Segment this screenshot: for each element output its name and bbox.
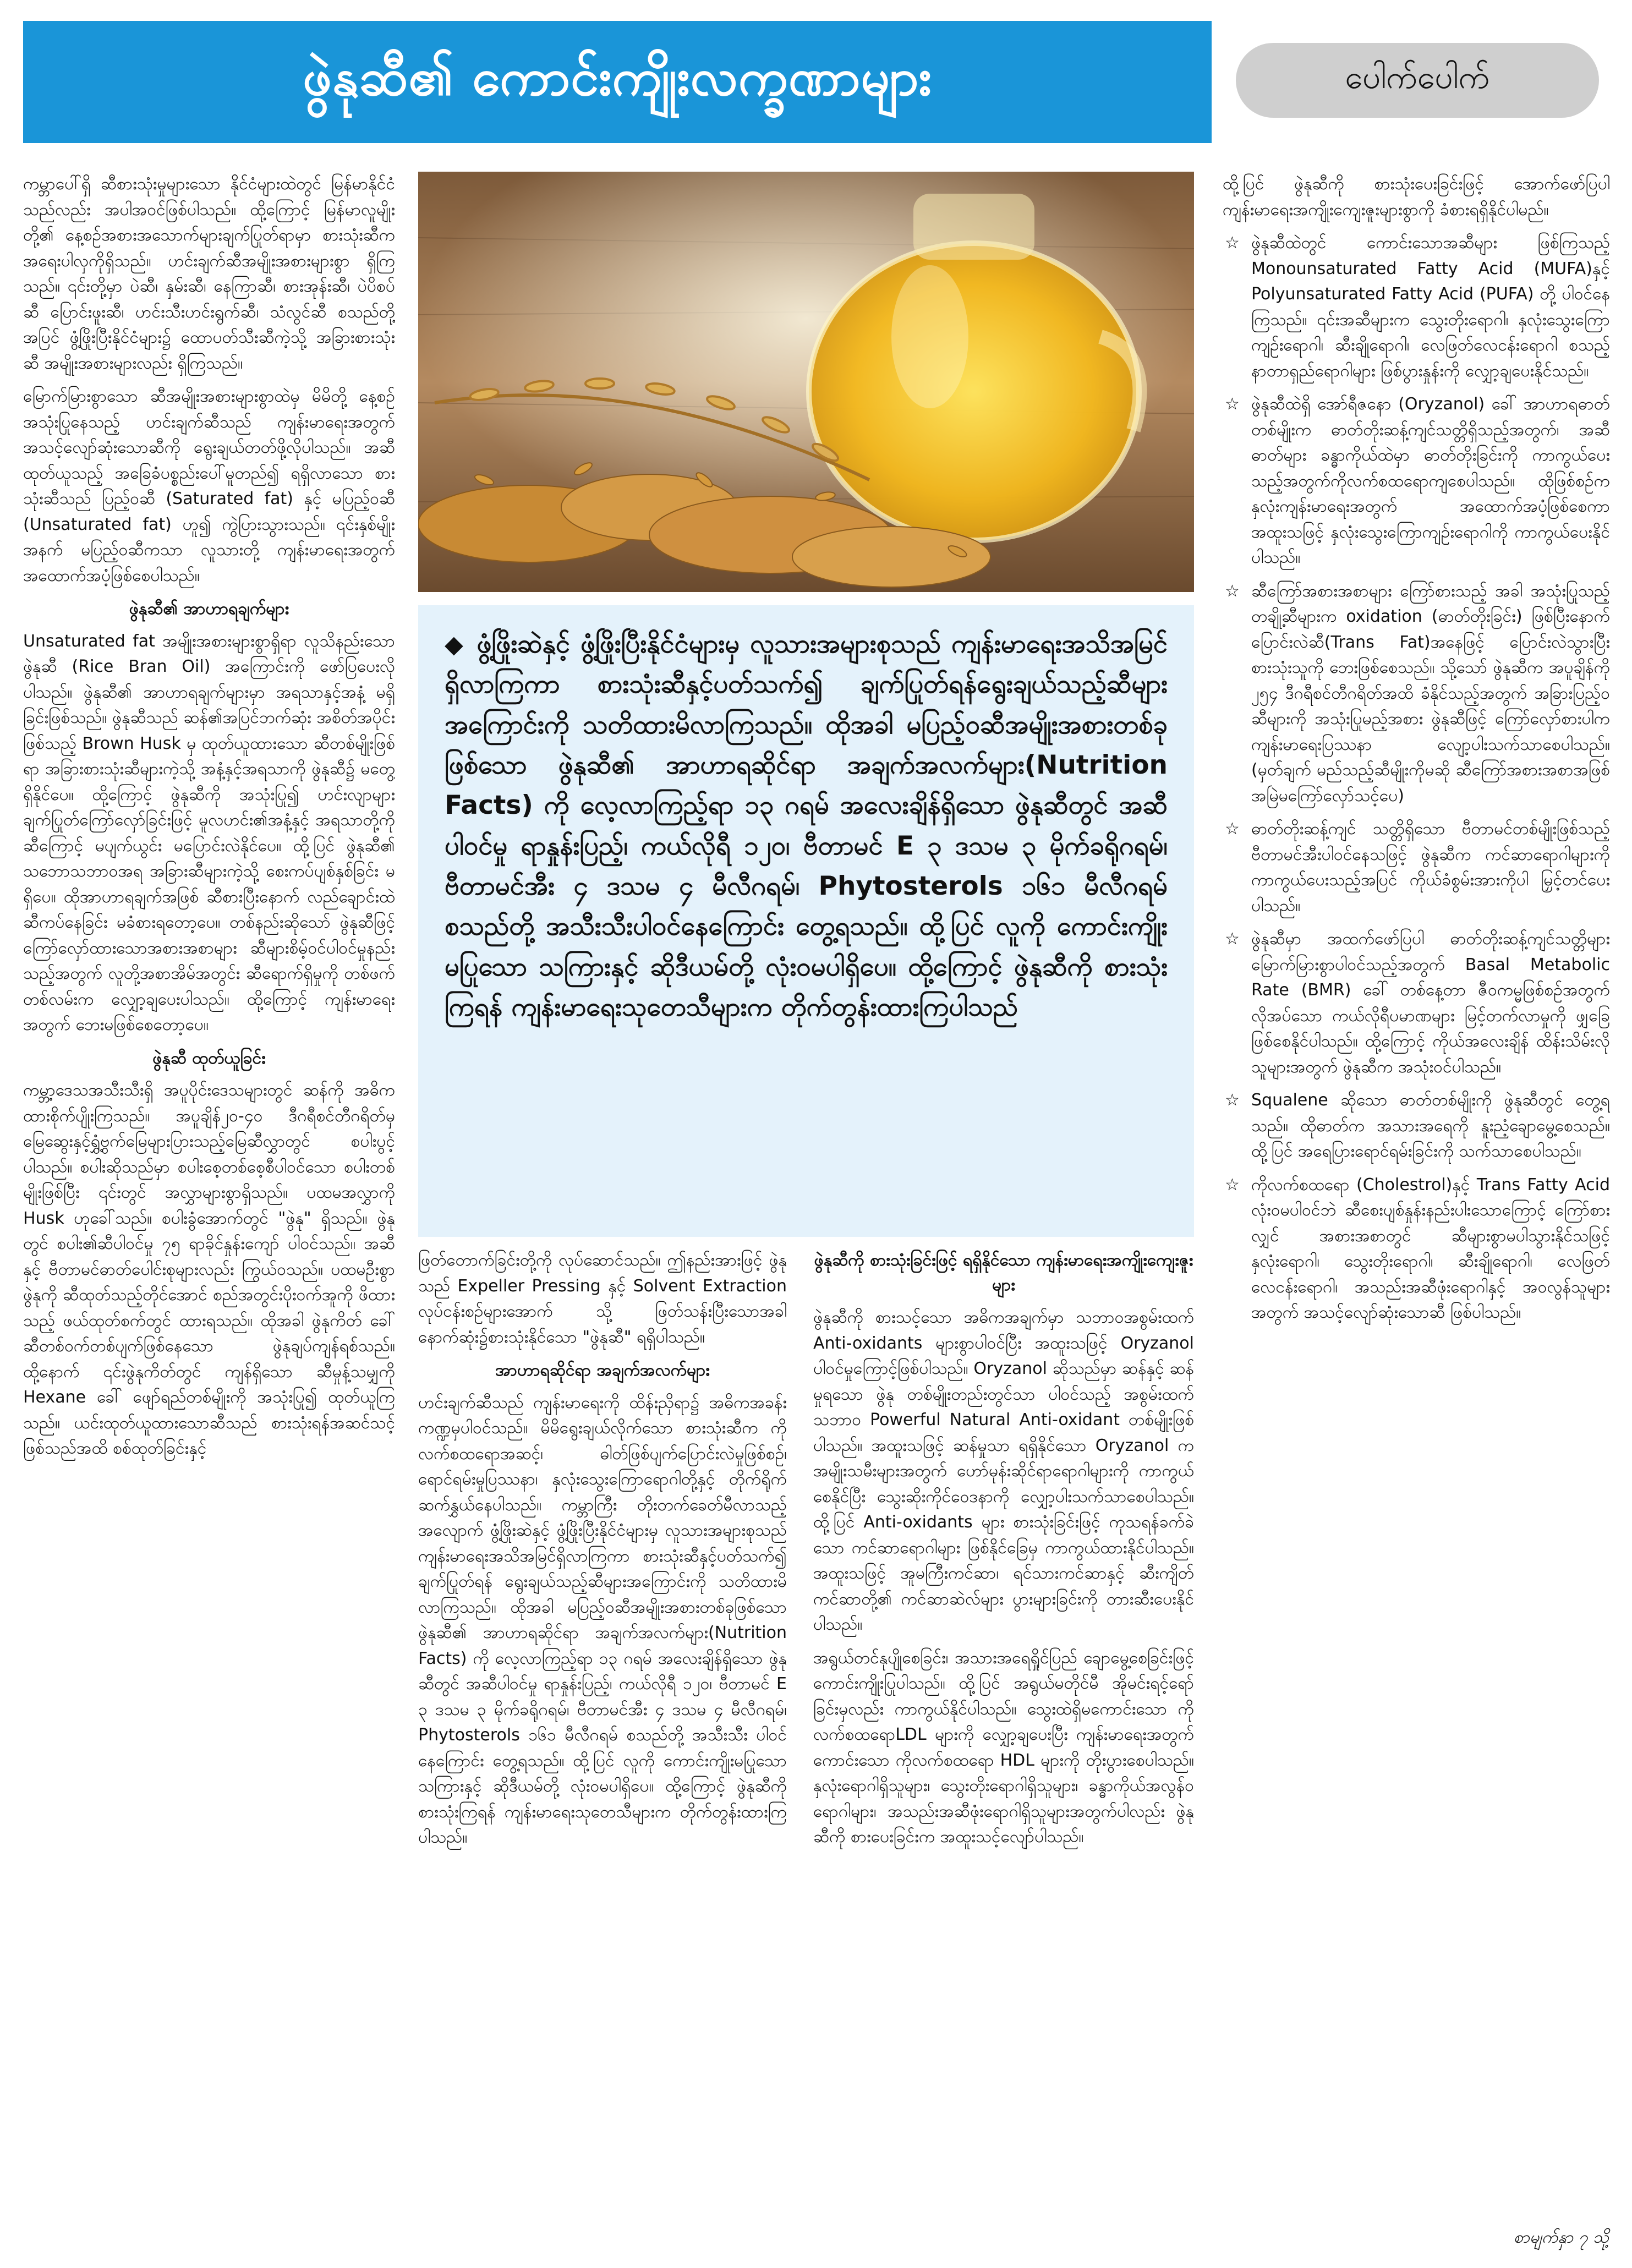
section-heading-nutrition-facts: အာဟာရဆိုင်ရာ အချက်အလက်များ bbox=[495, 1361, 710, 1380]
star-bullet-icon: ☆ bbox=[1225, 1091, 1240, 1110]
author-badge: ပေါက်ပေါက် bbox=[1236, 43, 1599, 118]
continued-on-page-note: စာမျက်နှာ ၇ သို့ bbox=[1513, 2228, 1609, 2247]
list-item-text: Squalene ဆိုသော ဓာတ်တစ်မျိုးကို ဖွဲနုဆီတွင် တွေ့ရသည်။ ထိုဓာတ်က အသားအရေကို နူးညံ့ချောမွေ့စေသည်။ ထို့ပြင် အရေပြားရောင်ရမ်းခြင်းကို သက်သာစေပါသည်။ bbox=[1251, 1091, 1610, 1161]
star-bullet-icon: ☆ bbox=[1225, 395, 1240, 414]
callout-text: ဖွံ့ဖြိုးဆဲနှင့် ဖွံ့ဖြိုးပြီးနိုင်ငံများမှ လူသားအများစုသည် ကျန်းမာရေးအသိအမြင်ရှိလာကြကာ စားသုံးဆီနှင့်ပတ်သက်၍ ချက်ပြုတ်ရန်ရွေးချယ်သည့်ဆီများအကြောင်းကို သတိထားမိလာကြသည်။ ထိုအခါ မပြည့်ဝဆီအမျိုးအစားတစ်ခုဖြစ်သော ဖွဲနုဆီ၏ အာဟာရဆိုင်ရာ အချက်အလက်များ(Nutrition Facts) ကို လေ့လာကြည့်ရာ ၁၃ ဂရမ် အလေးချိန်ရှိသော ဖွဲနုဆီတွင် အဆီပါဝင်မှု ရာနှုန်းပြည့်၊ ကယ်လိုရီ ၁၂၀၊ ဗီတာမင် E ၃ ဒသမ ၃ မိုက်ခရိုဂရမ်၊ ဗီတာမင်အီး ၄ ဒသမ ၄ မီလီဂရမ်၊ Phytosterols ၁၆၁ မီလီဂရမ် စသည်တို့ အသီးသီးပါဝင်နေကြောင်း တွေ့ရသည်။ ထို့ပြင် လူကို ကောင်းကျိုးမပြုသော သကြားနှင့် ဆိုဒီယမ်တို့ လုံးဝမပါရှိပေ။ ထို့ကြောင့် ဖွဲနုဆီကို စားသုံးကြရန် ကျန်းမာရေးသုတေသီများက တိုက်တွန်းထားကြပါသည် bbox=[445, 629, 1168, 1022]
rice-bran-oil-photo bbox=[418, 172, 1194, 592]
highlight-callout bbox=[418, 605, 1194, 1237]
section-heading-benefits: ဖွဲနုဆီကို စားသုံးခြင်းဖြင့် ရရှိနိုင်သော ကျန်းမာရေးအကျိုးကျေးဇူးများ bbox=[814, 1251, 1193, 1295]
star-bullet-icon: ☆ bbox=[1225, 819, 1240, 839]
right-column bbox=[1223, 172, 1610, 2218]
list-item bbox=[1223, 1088, 1610, 1165]
list-item bbox=[1223, 392, 1610, 571]
article-title: ဖွဲနုဆီ၏ ကောင်းကျိုးလက္ခဏာများ bbox=[23, 21, 1212, 143]
left-paragraph: မြောက်မြားစွာသော ဆီအမျိုးအစားများစွာထဲမှ မိမိတို့ နေ့စဉ်အသုံးပြုနေသည့် ဟင်းချက်ဆီသည် ကျန်းမာရေးအတွက် အသင့်လျော်ဆုံးသောဆီကို ရွေးချယ်တတ်ဖို့လိုပါသည်။ အဆီထုတ်ယူသည့် အခြေခံပစ္စည်းပေါ်မူတည်၍ ရရှိလာသော စားသုံးဆီသည် ပြည့်ဝဆီ (Saturated fat) နှင့် မပြည့်ဝဆီ (Unsaturated fat) ဟူ၍ ကွဲပြားသွားသည်။ ၎င်းနှစ်မျိုးအနက် မပြည့်ဝဆီကသာ လူသားတို့ ကျန်းမာရေးအတွက် အထောက်အပံ့ဖြစ်စေပါသည်။ bbox=[23, 387, 395, 585]
middle-paragraph: အရွယ်တင်နုပျိုစေခြင်း၊ အသားအရေရှိုင်ပြည် ချောမွေ့စေခြင်းဖြင့် ကောင်းကျိုးပြုပါသည်။ ထို့ပြင် အရွယ်မတိုင်မီ အိုမင်းရင့်ရော်ခြင်းမှလည်း ကာကွယ်နိုင်ပါသည်။ သွေးထဲရှိမကောင်းသော ကိုလက်စထရောLDL များကို လျှော့ချပေးပြီး ကျန်းမာရေးအတွက်ကောင်းသော ကိုလက်စထရော HDL များကို တိုးပွားစေပါသည်။ နှလုံးရောဂါရှိသူများ၊ သွေးတိုးရောဂါရှိသူများ၊ ခန္ဓာကိုယ်အလွန်ဝရောဂါများ၊ အသည်းအဆီဖုံးရောဂါရှိသူများအတွက်ပါလည်း ဖွဲနုဆီကို စားပေးခြင်းက အထူးသင့်လျော်ပါသည်။ bbox=[813, 1648, 1194, 1847]
section-heading-nutrition: ဖွဲနုဆီ၏ အာဟာရချက်များ bbox=[129, 599, 289, 618]
star-bullet-icon: ☆ bbox=[1225, 929, 1240, 949]
list-item-text: ဖွဲနုဆီထဲတွင် ကောင်းသောအဆီများ ဖြစ်ကြသည့် Monounsaturated Fatty Acid (MUFA)နှင့် Polyunsaturated Fatty Acid (PUFA) တို့ ပါဝင်နေကြသည်။ ၎င်းအဆီများက သွေးတိုးရောဂါ၊ နှလုံးသွေးကြောကျဉ်းရောဂါ၊ ဆီးချိုရောဂါ၊ လေဖြတ်လေငန်းရောဂါ စသည့် နာတာရှည်ရောဂါများ ဖြစ်ပွားနှုန်းကို လျှော့ချပေးနိုင်သည်။ bbox=[1251, 233, 1610, 381]
star-bullet-icon: ☆ bbox=[1225, 581, 1240, 601]
left-paragraph: Unsaturated fat အမျိုးအစားများစွာရှိရာ လူသိနည်းသော ဖွဲနုဆီ (Rice Bran Oil) အကြောင်းကို ဖော်ပြပေးလိုပါသည်။ ဖွဲနုဆီ၏ အာဟာရချက်များမှာ အရသာနှင့်အနံ့ မရှိခြင်းဖြစ်သည်။ ဖွဲနုဆီသည် ဆန်၏အပြင်ဘက်ဆုံး အစိတ်အပိုင်းဖြစ်သည့် Brown Husk မှ ထုတ်ယူထားသော ဆီတစ်မျိုးဖြစ်ရာ အခြားစားသုံးဆီများကဲ့သို့ အနံ့နှင့်အရသာကို ဖွဲနုဆီ၌ မတွေ့ရှိနိုင်ပေ။ ထို့ကြောင့် ဖွဲနုဆီကို အသုံးပြု၍ ဟင်းလျာများ ချက်ပြုတ်ကြော်လှော်ခြင်းဖြင့် မူလဟင်း၏အနံ့နှင့် အရသာတို့ကို ဆီကြောင့် မပျက်ယွင်း မပြောင်းလဲနိုင်ပေ။ ထို့ပြင် ဖွဲနုဆီ၏ သဘောသဘာဝအရ အခြားဆီများကဲ့သို့ စေးကပ်ပျစ်နှစ်ခြင်း မရှိပေ။ ထိုအာဟာရချက်အဖြစ် ဆီစားပြီးနောက် လည်ချောင်းထဲ ဆီကပ်နေခြင်း မခံစားရတော့ပေ။ တစ်နည်းဆိုသော် ဖွဲနုဆီဖြင့် ကြော်လှော်ထားသောအစားအစာများ ဆီများစိမ့်ဝင်ပါဝင်မှုနည်းသည့်အတွက် လူတို့အစာအိမ်အတွင်း ဆီရောက်ရှိမှုကို တစ်ဖက်တစ်လမ်းက လျှော့ချပေးပါသည်။ ထို့ကြောင့် ကျန်းမာရေးအတွက် ဘေးမဖြစ်စေတော့ပေ။ bbox=[23, 631, 395, 1034]
list-item bbox=[1223, 579, 1610, 809]
section-heading-extraction: ဖွဲနုဆီ ထုတ်ယူခြင်း bbox=[152, 1048, 266, 1068]
left-paragraph: ကမ္ဘာ့ဒေသအသီးသီးရှိ အပူပိုင်းဒေသများတွင် ဆန်ကို အဓိကထားစိုက်ပျိုးကြသည်။ အပူချိန်၂၀-၄၀ ဒီဂရီစင်တီဂရိတ်မှ မြေဆွေးနှင့်ရွှံ့ဗွက်မြေများပြားသည့်မြေဆီလွှာတွင် စပါးပွင့်ပါသည်။ စပါးဆိုသည်မှာ စပါးစေ့တစ်စေ့စီပါဝင်သော စပါးတစ်မျိုးဖြစ်ပြီး ၎င်းတွင် အလွှာများစွာရှိသည်။ ပထမအလွှာကို Husk ဟုခေါ်သည်။ စပါးခွံအောက်တွင် "ဖွဲနု" ရှိသည်။ ဖွဲနုတွင် စပါး၏ဆီပါဝင်မှု ၇၅ ရာခိုင်နှုန်းကျော် ပါဝင်သည်။ အဆီနှင့် ဗီတာမင်ဓာတ်ပေါင်းစုများလည်း ကြွယ်ဝသည်။ ပထမဦးစွာ ဖွဲနုကို ဆီထုတ်သည့်တိုင်အောင် စည်အတွင်းပိုးဝက်အူကို ဖိထားသည့် ဖယ်ထုတ်စက်တွင် ထားရသည်။ ထိုအခါ ဖွဲနုကိတ် ခေါ် ဆီတစ်ဝက်တစ်ပျက်ဖြစ်နေသော ဖွဲနုချပ်ကျန်ရစ်သည်။ ထို့နောက် ၎င်းဖွဲနုကိတ်တွင် ကျန်ရှိသော ဆီမှုန့်သမျှကို Hexane ခေါ် ဖျော်ရည်တစ်မျိုးကို အသုံးပြု၍ ထုတ်ယူကြသည်။ ယင်းထုတ်ယူထားသောဆီသည် စားသုံးရန်အဆင်သင့်ဖြစ်သည်အထိ စစ်ထုတ်ခြင်းနှင့် bbox=[23, 1081, 395, 1458]
middle-paragraph: ဖွဲနုဆီကို စားသင့်သော အဓိကအချက်မှာ သဘာဝအစွမ်းထက် Anti-oxidants များစွာပါဝင်ပြီး အထူးသဖြင့် Oryzanol ပါဝင်မှုကြောင့်ဖြစ်ပါသည်။ Oryzanol ဆိုသည်မှာ ဆန်နှင့် ဆန်မှုရသော ဖွဲနု တစ်မျိုးတည်းတွင်သာ ပါဝင်သည့် အစွမ်းထက်သဘာဝ Powerful Natural Anti-oxidant တစ်မျိုးဖြစ်ပါသည်။ အထူးသဖြင့် ဆန်မှုသာ ရရှိနိုင်သော Oryzanol က အမျိုးသမီးများအတွက် ဟော်မုန်းဆိုင်ရာရောဂါများကို ကာကွယ်စေနိုင်ပြီး သွေးဆိုးကိုင်ဝေဒနာကို လျှော့ပါးသက်သာစေပါသည်။ ထို့ပြင် Anti-oxidants များ စားသုံးခြင်းဖြင့် ကုသရန်ခက်ခဲသော ကင်ဆာရောဂါများ ဖြစ်နိုင်ခြေမှ ကာကွယ်ထားနိုင်ပါသည်။ အထူးသဖြင့် အူမကြီးကင်ဆာ၊ ရင်သားကင်ဆာနှင့် ဆီးကျိတ်ကင်ဆာတို့၏ ကင်ဆာဆဲလ်များ ပွားများခြင်းကို တားဆီးပေးနိုင်ပါသည်။ bbox=[813, 1308, 1194, 1634]
list-item bbox=[1223, 817, 1610, 919]
middle-column-2 bbox=[813, 1248, 1194, 2238]
middle-paragraph: ဟင်းချက်ဆီသည် ကျန်းမာရေးကို ထိန်းညှိရာ၌ အဓိကအခန်းကဏ္ဍမှပါဝင်သည်။ မိမိရွေးချယ်လိုက်သော စားသုံးဆီက ကိုလက်စထရောအဆင့်၊ ဓါတ်ဖြစ်ပျက်ပြောင်းလဲမှုဖြစ်စဉ်၊ ရောင်ရမ်းမှုပြဿနာ၊ နှလုံးသွေးကြောရောဂါတို့နှင့် တိုက်ရိုက်ဆက်နွှယ်နေပါသည်။ ကမ္ဘာကြီး တိုးတက်ခေတ်မီလာသည့်အလျောက် ဖွံ့ဖြိုးဆဲနှင့် ဖွံ့ဖြိုးပြီးနိုင်ငံများမှ လူသားအများစုသည် ကျန်းမာရေးအသိအမြင်ရှိလာကြကာ စားသုံးဆီနှင့်ပတ်သက်၍ ချက်ပြုတ်ရန် ရွေးချယ်သည့်ဆီများအကြောင်းကို သတိထားမိလာကြသည်။ ထိုအခါ မပြည့်ဝဆီအမျိုးအစားတစ်ခုဖြစ်သော ဖွဲနုဆီ၏ အာဟာရဆိုင်ရာ အချက်အလက်များ(Nutrition Facts) ကို လေ့လာကြည့်ရာ ၁၃ ဂရမ် အလေးချိန်ရှိသော ဖွဲနုဆီတွင် အဆီပါဝင်မှု ရာနှုန်းပြည့်၊ ကယ်လိုရီ ၁၂၀၊ ဗီတာမင် E ၃ ဒသမ ၃ မိုက်ခရိုဂရမ်၊ ဗီတာမင်အီး ၄ ဒသမ ၄ မီလီဂရမ်၊ Phytosterols ၁၆၁ မီလီဂရမ် စသည်တို့ အသီးသီး ပါဝင်နေကြောင်း တွေ့ရသည်။ ထို့ပြင် လူကို ကောင်းကျိုးမပြုသော သကြားနှင့် ဆိုဒီယမ်တို့ လုံးဝမပါရှိပေ။ ထို့ကြောင့် ဖွဲနုဆီကို စားသုံးကြရန် ကျန်းမာရေးသုတေသီများက တိုက်တွန်းထားကြပါသည်။ bbox=[418, 1393, 787, 1847]
star-bullet-icon: ☆ bbox=[1225, 233, 1240, 253]
list-item-text: ဖွဲနုဆီထဲရှိ အော်ရီဇနော (Oryzanol) ခေါ် အာဟာရဓာတ်တစ်မျိုးက ဓာတ်တိုးဆန့်ကျင်သတ္တိရှိသည့်အတွက်၊ အဆီဓာတ်များ ခန္ဓာကိုယ်ထဲမှာ ဓာတ်တိုးခြင်းကို ကာကွယ်ပေးသည့်အတွက်ကိုလက်စထရောကျစေပါသည်။ ထိုဖြစ်စဉ်က နှလုံးကျန်းမာရေးအတွက် အထောက်အပံ့ဖြစ်စေကာ အထူးသဖြင့် နှလုံးသွေးကြောကျဉ်းရောဂါကို ကာကွယ်ပေးနိုင်ပါသည်။ bbox=[1251, 395, 1610, 567]
list-item bbox=[1223, 231, 1610, 384]
middle-column-1 bbox=[418, 1248, 787, 2238]
list-item-text: ကိုလက်စထရော (Cholestrol)နှင့် Trans Fatty Acid လုံးဝမပါဝင်ဘဲ ဆီစေးပျစ်နှုန်းနည်းပါးသောကြောင့် ကြော်စားလျှင် အစားအစာတွင် ဆီများစွာမပါသွားနိုင်သဖြင့် နှလုံးရောဂါ၊ သွေးတိုးရောဂါ၊ ဆီးချိုရောဂါ၊ လေဖြတ်လေငန်းရောဂါ၊ အသည်းအဆီဖုံးရောဂါနှင့် အဝလွန်သူများအတွက် အသင့်လျော်ဆုံးသောဆီ ဖြစ်ပါသည်။ bbox=[1251, 1175, 1610, 1322]
list-item bbox=[1223, 1173, 1610, 1326]
diamond-bullet-icon: ◆ bbox=[445, 631, 465, 659]
left-column bbox=[23, 172, 395, 2229]
right-intro: ထို့ပြင် ဖွဲနုဆီကို စားသုံးပေးခြင်းဖြင့် အောက်ဖော်ပြပါ ကျန်းမာရေးအကျိုးကျေးဇူးများစွာကို ခံစားရရှိနိုင်ပါမည်။ bbox=[1223, 174, 1610, 220]
star-bullet-icon: ☆ bbox=[1225, 1175, 1240, 1195]
list-item bbox=[1223, 927, 1610, 1080]
middle-paragraph: ဖြတ်တောက်ခြင်းတို့ကို လုပ်ဆောင်သည်။ ဤနည်းအားဖြင့် ဖွဲနုသည် Expeller Pressing နှင့် Solvent Extraction လုပ်ငန်းစဉ်များအောက် သို့ ဖြတ်သန်းပြီးသောအခါ နောက်ဆုံး၌စားသုံးနိုင်သော "ဖွဲနုဆီ" ရရှိပါသည်။ bbox=[418, 1251, 787, 1347]
benefits-list bbox=[1223, 231, 1610, 1326]
list-item-text: ဖွဲနုဆီမှာ အထက်ဖော်ပြပါ ဓာတ်တိုးဆန့်ကျင်သတ္တိများ မြောက်မြားစွာပါဝင်သည့်အတွက် Basal Metabolic Rate (BMR) ခေါ် တစ်နေ့တာ ဇီဝကမ္မဖြစ်စဉ်အတွက် လိုအပ်သော ကယ်လိုရီပမာဏများ မြင့်တက်လာမှုကို ဖျှခြေဖြစ်စေနိုင်ပါသည်။ ထို့ကြောင့် ကိုယ်အလေးချိန် ထိန်းသိမ်းလိုသူများအတွက် ဖွဲနုဆီက အသုံးဝင်ပါသည်။ bbox=[1251, 929, 1610, 1077]
left-paragraph: ကမ္ဘာပေါ်ရှိ ဆီစားသုံးမှုများသော နိုင်ငံများထဲတွင် မြန်မာနိုင်ငံသည်လည်း အပါအဝင်ဖြစ်ပါသည်။ ထို့ကြောင့် မြန်မာလူမျိုးတို့၏ နေ့စဉ်အစားအသောက်များချက်ပြုတ်ရာမှာ စားသုံးဆီက အရေးပါလှကိုရှိသည်။ ဟင်းချက်ဆီအမျိုးအစားများစွာ ရှိကြသည်။ ၎င်းတို့မှာ ပဲဆီ၊ နှမ်းဆီ၊ နေကြာဆီ၊ စားအုန်းဆီ၊ ပဲပိစပ်ဆီ ပြောင်းဖူးဆီ၊ ဟင်းသီးဟင်းရွက်ဆီ၊ သံလွင်ဆီ စသည်တို့အပြင် ဖွံ့ဖြိုးပြီးနိုင်ငံများ၌ ထောပတ်သီးဆီကဲ့သို့ အခြားစားသုံးဆီ အမျိုးအစားများလည်း ရှိကြသည်။ bbox=[23, 174, 395, 373]
list-item-text: ဓာတ်တိုးဆန့်ကျင် သတ္တိရှိသော ဗီတာမင်တစ်မျိုးဖြစ်သည့် ဗီတာမင်အီးပါဝင်နေသဖြင့် ဖွဲနုဆီက ကင်ဆာရောဂါများကို ကာကွယ်ပေးသည့်အပြင် ကိုယ်ခံစွမ်းအားကိုပါ မြှင့်တင်ပေးပါသည်။ bbox=[1251, 819, 1610, 916]
list-item-text: ဆီကြော်အစားအစာများ ကြော်စားသည့် အခါ အသုံးပြုသည့် တချို့ဆီများက oxidation (ဓာတ်တိုးခြင်း) ဖြစ်ပြီးနောက် ပြောင်းလဲဆီ(Trans Fat)အနေဖြင့် ပြောင်းလဲသွားပြီး စားသုံးသူကို ဘေးဖြစ်စေသည်။ သို့သော် ဖွဲနုဆီက အပူချိန်ကို ၂၅၄ ဒီဂရီစင်တီဂရိတ်အထိ ခံနိုင်သည့်အတွက် အခြားပြည့်ဝဆီများကို အသုံးပြုမည့်အစား ဖွဲနုဆီဖြင့် ကြော်လှော်စားပါက ကျန်းမာရေးပြဿနာ လျော့ပါးသက်သာစေပါသည်။ (မှတ်ချက် မည်သည့်ဆီမျိုးကိုမဆို ဆီကြော်အစားအစာအဖြစ် အမြဲမကြော်လှော်သင့်ပေ) bbox=[1251, 581, 1610, 806]
